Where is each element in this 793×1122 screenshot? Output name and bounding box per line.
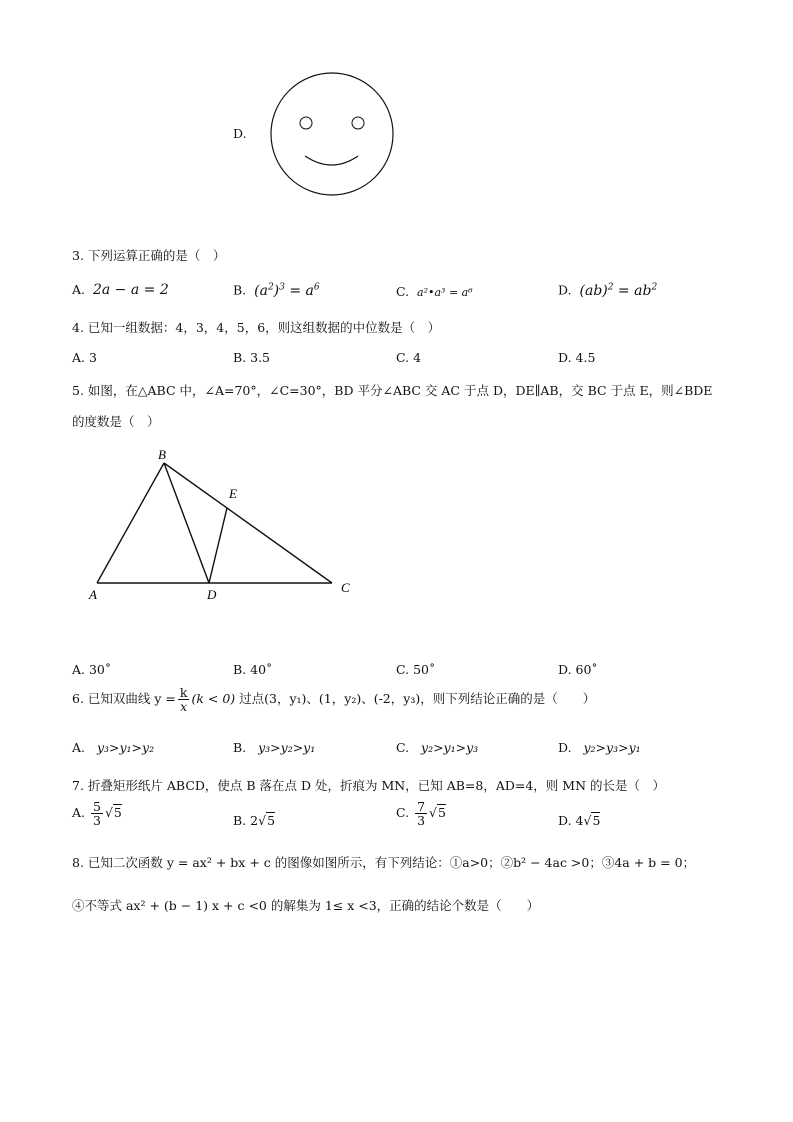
side-ab [97, 463, 164, 583]
q8-line1: 8. 已知二次函数 y = ax² + bx + c 的图像如图所示，有下列结论：①a>0；②b² − 4ac >0；③4a + b = 0； [72, 855, 696, 870]
q7-option-b: B. 2√5 [233, 813, 276, 828]
q2-option-d-label: D. [233, 126, 247, 141]
q4-option-b: B. 3.5 [233, 350, 271, 365]
q3-stem: 3. 下列运算正确的是（ ） [72, 248, 226, 263]
smile-mouth [305, 156, 358, 165]
q8-line2: ④不等式 ax² + (b − 1) x + c <0 的解集为 1≤ x <3，正确的结论个数是（ ） [72, 898, 540, 913]
label-e: E [229, 486, 237, 501]
segment-bd [164, 463, 209, 583]
q5-stem-line1: 5. 如图，在△ABC 中，∠A=70°，∠C=30°，BD 平分∠ABC 交 AC 于点 D，DE∥AB，交 BC 于点 E，则∠BDE [72, 383, 713, 398]
right-eye [352, 117, 364, 129]
q4-option-c: C. 4 [396, 350, 422, 365]
q3-option-d: D. $(ab)^2 = ab^2$ [558, 282, 658, 299]
smiley-face-figure [268, 70, 396, 198]
label-c: C [341, 580, 350, 595]
q6-option-b: B. y₃>y₂>y₁ [233, 740, 316, 755]
q5-stem-line2: 的度数是（ ） [72, 414, 160, 429]
q5-option-d: D. 60˚ [558, 662, 598, 677]
q7-stem: 7. 折叠矩形纸片 ABCD，使点 B 落在点 D 处，折痕为 MN，已知 AB=8，AD=4，则 MN 的长是（ ） [72, 778, 665, 793]
label-d: D [207, 587, 217, 602]
q3-option-b: B. $(a^2)^3 = a^6$ [233, 282, 320, 299]
q5-option-a: A. 30˚ [72, 662, 112, 677]
q6-stem: 6. 已知双曲线 y = $\frac{k}{x}$ (k < 0) 过点(3，y₁)、(1，y₂)、(-2，y₃)，则下列结论正确的是（ ） [72, 685, 596, 714]
q6-option-a: A. y₃>y₁>y₂ [72, 740, 155, 755]
q3-option-c: C. a²•a³ = a⁶ [396, 284, 473, 299]
q4-option-a: A. 3 [72, 350, 97, 365]
q7-option-a: A. $\frac{5}{3}$ √5 [72, 799, 122, 828]
left-eye [300, 117, 312, 129]
q3-option-a: A. 2a − a = 2 [72, 282, 169, 298]
q5-option-b: B. 40˚ [233, 662, 273, 677]
q7-option-d: D. 4√5 [558, 813, 601, 828]
label-a: A [89, 587, 97, 602]
q4-stem: 4. 已知一组数据：4，3，4，5，6，则这组数据的中位数是（ ） [72, 320, 441, 335]
side-bc [164, 463, 332, 583]
label-b: B [158, 447, 166, 462]
q7-option-c: C. $\frac{7}{3}$ √5 [396, 799, 446, 828]
q5-option-c: C. 50˚ [396, 662, 436, 677]
q4-option-d: D. 4.5 [558, 350, 596, 365]
segment-de [209, 508, 227, 583]
q6-option-c: C. y₂>y₁>y₃ [396, 740, 479, 755]
q6-option-d: D. y₂>y₃>y₁ [558, 740, 641, 755]
face-outline [271, 73, 393, 195]
triangle-figure [80, 440, 370, 610]
